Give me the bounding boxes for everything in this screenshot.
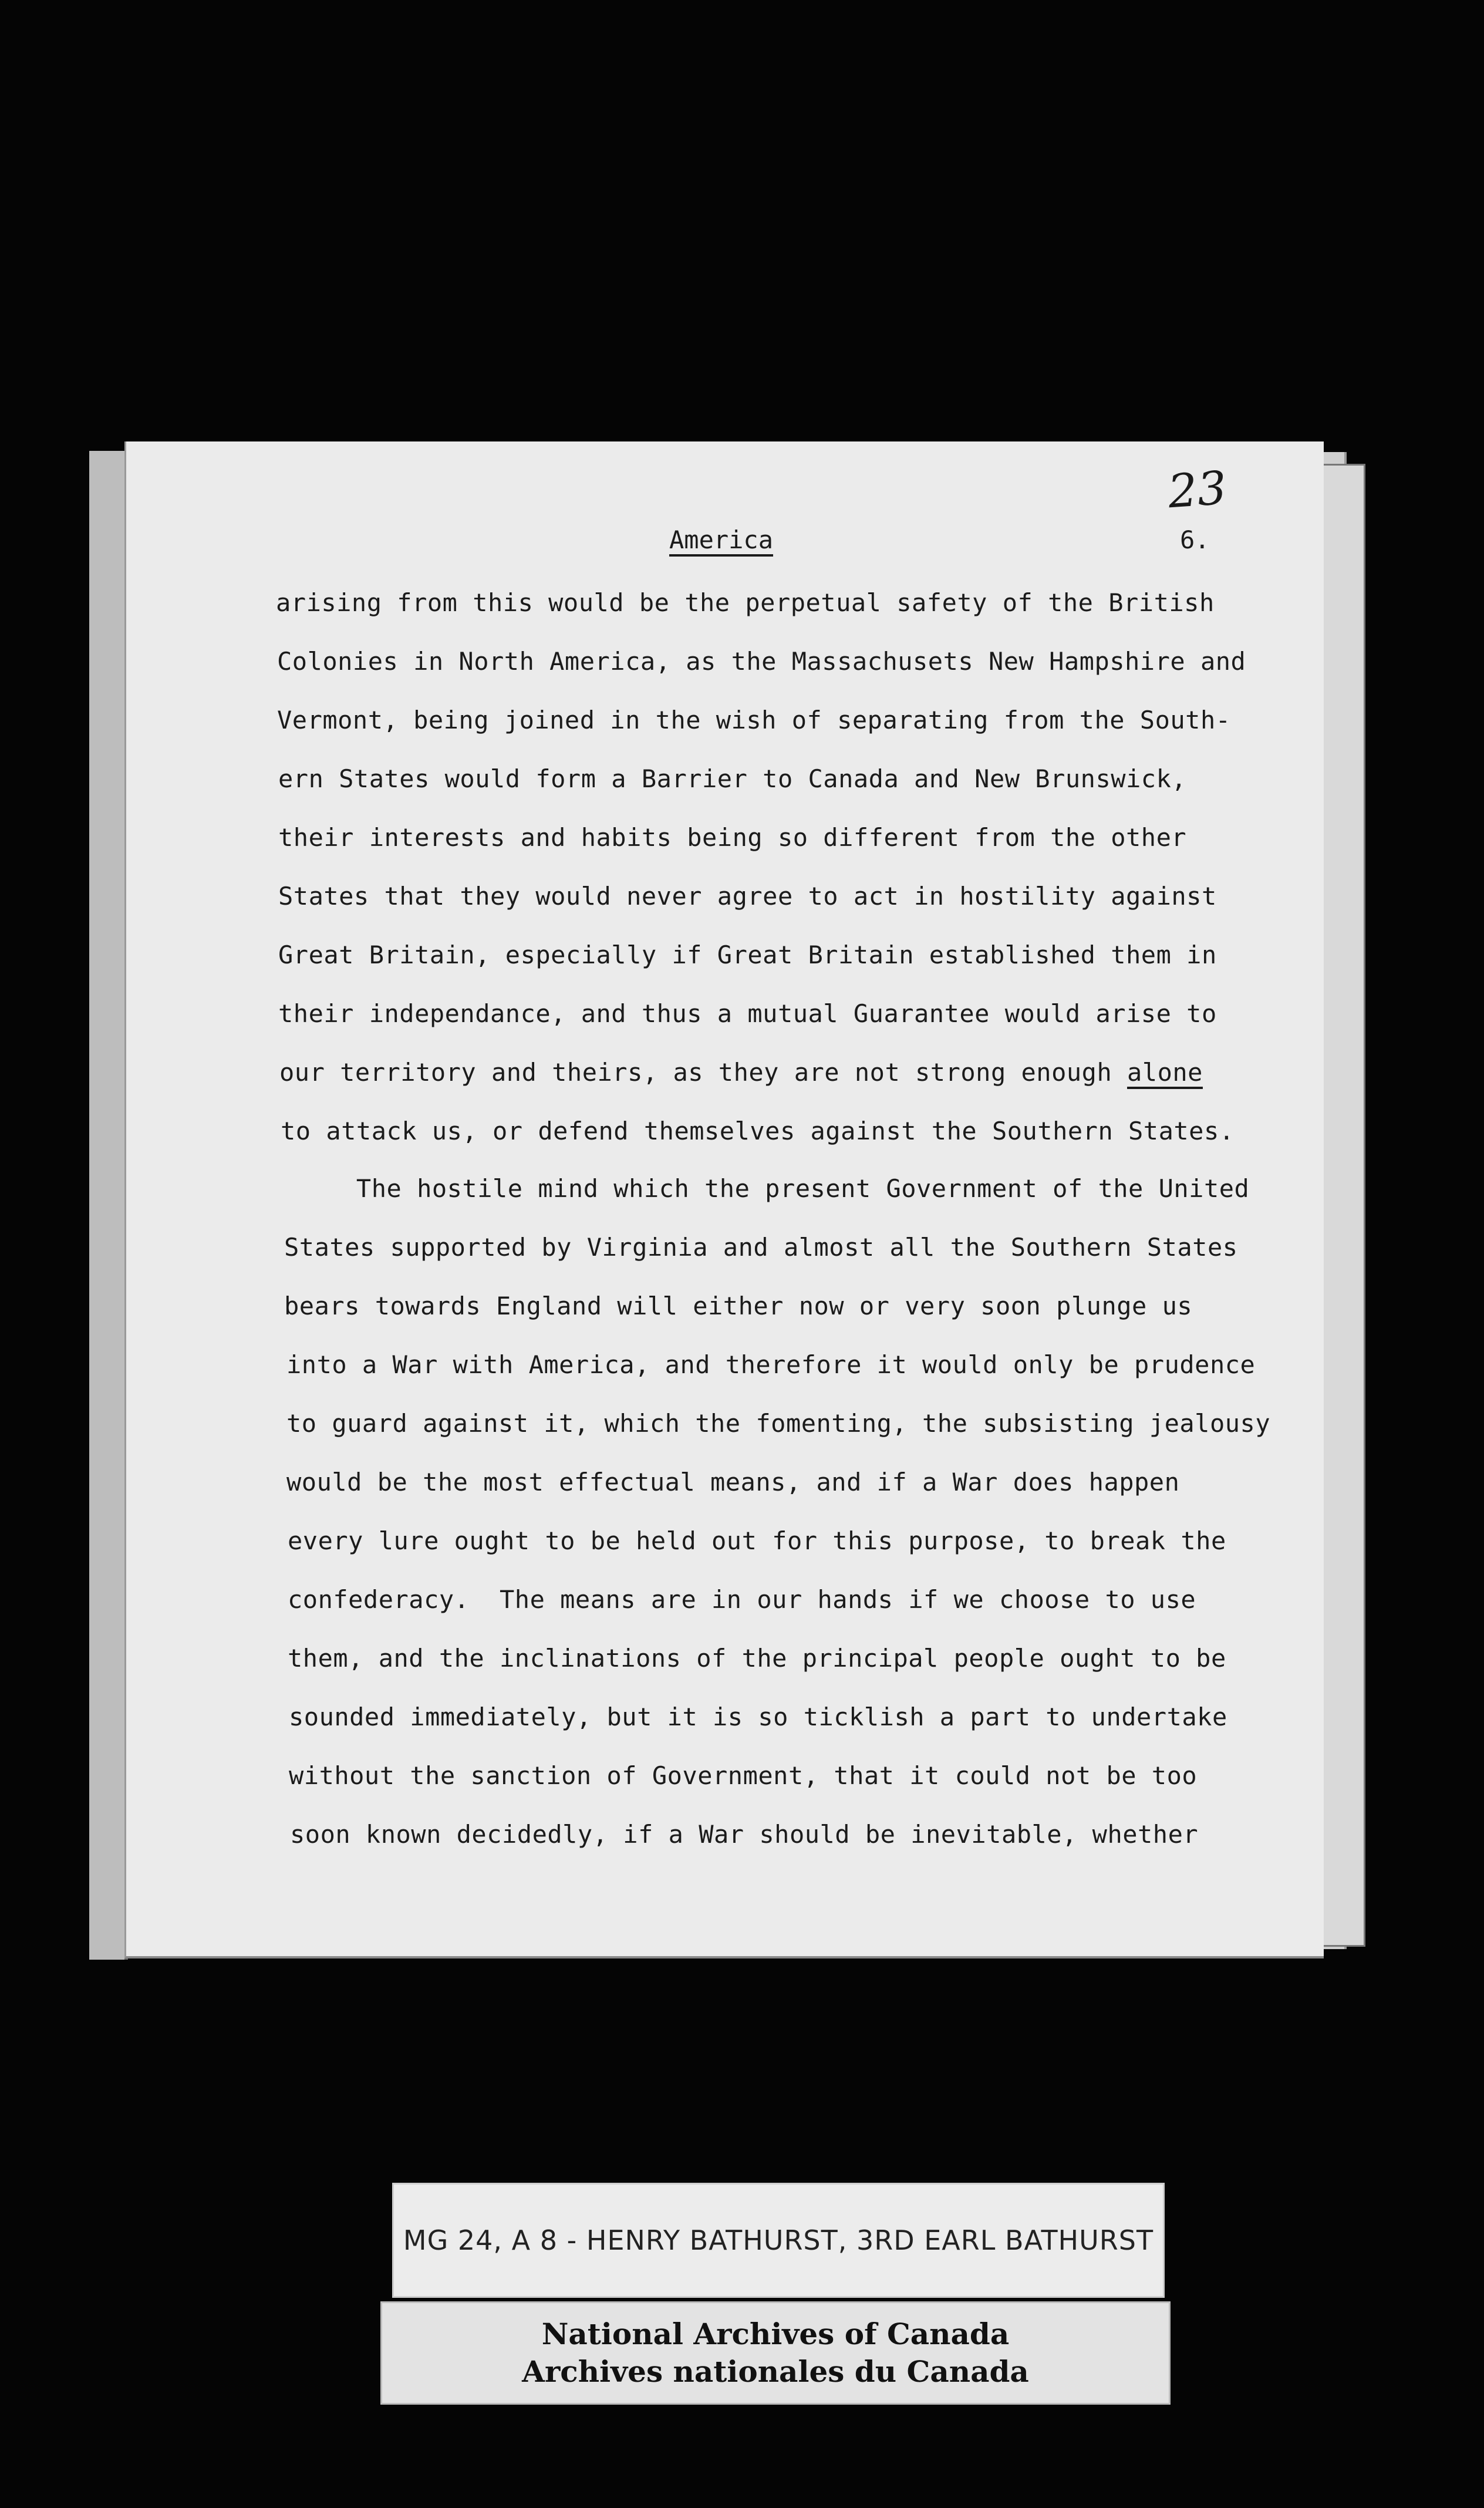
reference-label: [392, 2183, 1165, 2298]
text-line: confederacy. The means are in our hands if we choose to use: [288, 1585, 1196, 1614]
text-line: ern States would form a Barrier to Canada and New Brunswick,: [278, 764, 1187, 793]
page-number: 6.: [1180, 525, 1210, 554]
text-line: Colonies in North America, as the Massachusets New Hampshire and: [277, 647, 1246, 676]
running-head: America: [669, 525, 774, 554]
underlined-word: alone: [1127, 1058, 1203, 1087]
text-line: The hostile mind which the present Government of the United: [281, 1174, 1250, 1203]
text-line: Vermont, being joined in the wish of separating from the South-: [277, 706, 1231, 734]
reference-text: MG 24, A 8 - HENRY BATHURST, 3RD EARL BATHURST: [403, 2224, 1154, 2256]
folio-number: 23: [1166, 461, 1229, 519]
text-line: soon known decidedly, if a War should be inevitable, whether: [290, 1820, 1199, 1849]
text-line: them, and the inclinations of the principal people ought to be: [288, 1644, 1226, 1673]
text-line: without the sanction of Government, that it could not be too: [289, 1761, 1198, 1790]
text-line: States supported by Virginia and almost all the Southern States: [284, 1233, 1238, 1262]
text-line: their independance, and thus a mutual Guarantee would arise to: [278, 999, 1217, 1028]
text-line: [279, 1058, 1203, 1087]
archive-name-fr: Archives nationales du Canada: [522, 2354, 1029, 2389]
archive-name-en: National Archives of Canada: [541, 2317, 1010, 2351]
text-line: every lure ought to be held out for this purpose, to break the: [288, 1526, 1226, 1555]
text-line: to guard against it, which the fomenting, the subsisting jealousy: [286, 1409, 1271, 1438]
text-line: their interests and habits being so different from the other: [278, 823, 1187, 852]
archive-label: [380, 2301, 1171, 2405]
text-line-part: our territory and theirs, as they are not strong enough: [279, 1058, 1128, 1087]
text-line: bears towards England will either now or very soon plunge us: [284, 1292, 1193, 1320]
text-line: into a War with America, and therefore it would only be prudence: [286, 1350, 1256, 1379]
text-line: sounded immediately, but it is so ticklish a part to undertake: [289, 1703, 1227, 1731]
text-line: Great Britain, especially if Great Britain established them in: [278, 941, 1217, 969]
text-line: arising from this would be the perpetual safety of the British: [276, 588, 1215, 617]
text-line: to attack us, or defend themselves against the Southern States.: [281, 1117, 1235, 1145]
text-line: States that they would never agree to act in hostility against: [278, 882, 1217, 911]
text-line: would be the most effectual means, and if a War does happen: [286, 1468, 1180, 1496]
